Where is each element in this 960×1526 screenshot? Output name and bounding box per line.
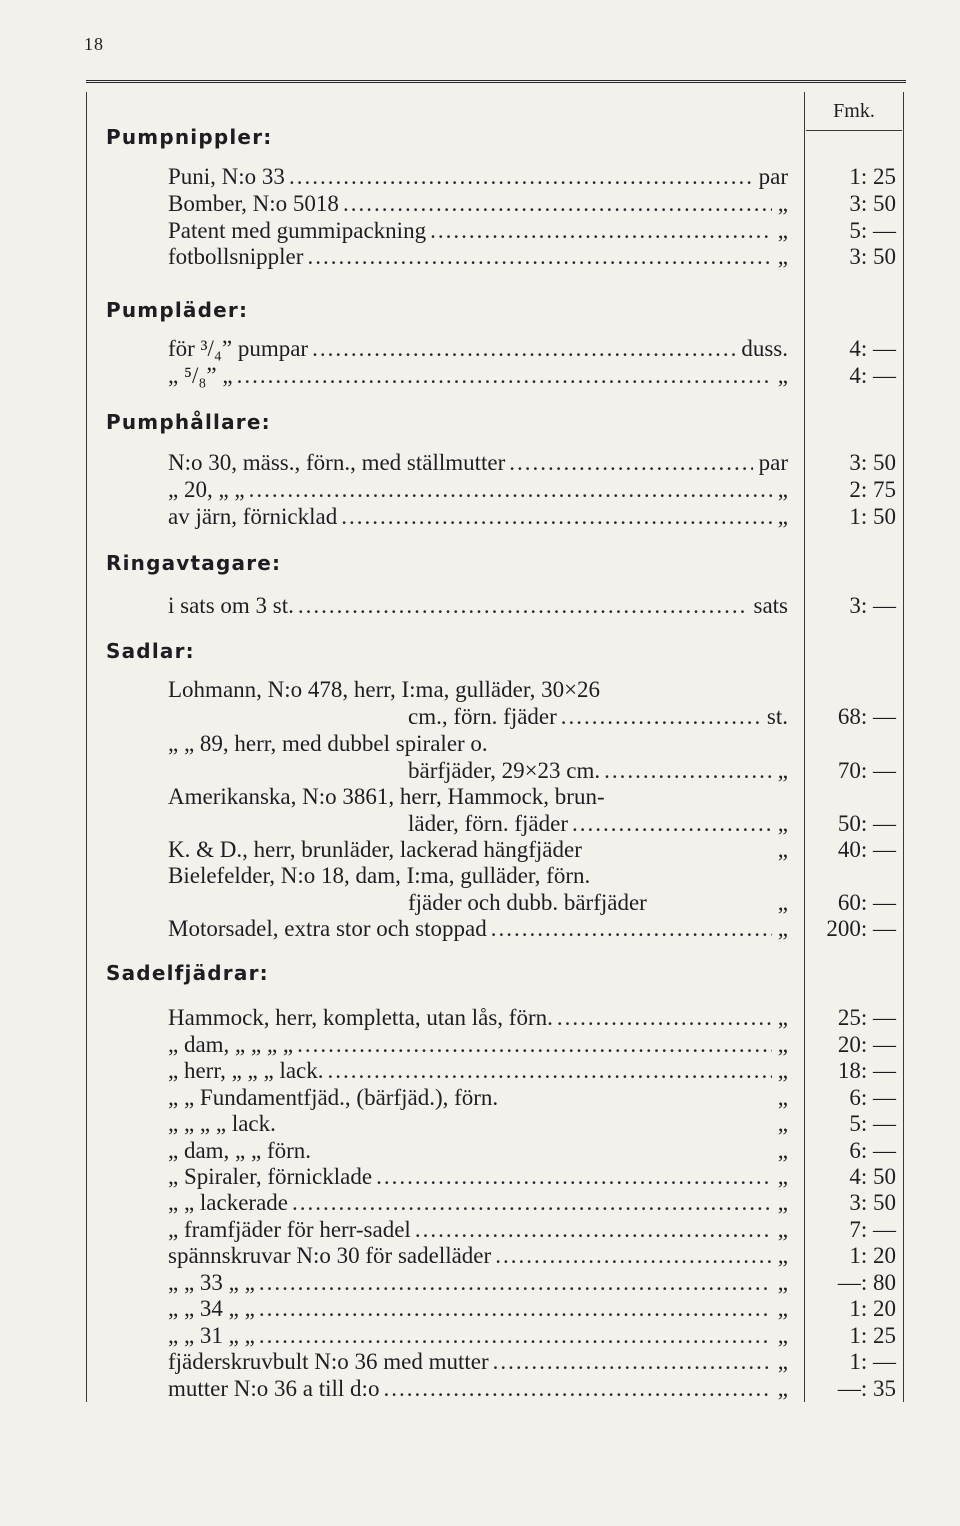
item-description: „ „ „ „ lack. (168, 1111, 276, 1136)
item-description: „ herr, „ „ „ lack. (168, 1058, 324, 1083)
item-price: 3: 50 (849, 1190, 896, 1215)
dot-leader (604, 757, 772, 784)
dot-leader (430, 217, 772, 244)
item-description: Lohmann, N:o 478, herr, I:ma, gulläder, 30×26 (168, 677, 601, 702)
dot-leader (259, 1322, 772, 1349)
item-price: —: 80 (837, 1270, 896, 1295)
currency-column-header: Fmk. (833, 100, 875, 122)
item-unit: „ (777, 1164, 788, 1189)
catalog-row (168, 1322, 904, 1349)
item-price: 6: — (849, 1085, 896, 1110)
item-unit: duss. (741, 336, 788, 361)
dot-leader (259, 1269, 772, 1296)
item-price: 68: — (837, 704, 896, 729)
dot-leader (292, 1189, 772, 1216)
item-description-line (168, 1084, 788, 1111)
item-price: 2: 75 (849, 477, 896, 502)
top-double-rule (86, 80, 906, 83)
page-number: 18 (84, 34, 104, 54)
item-price: 5: — (849, 1111, 896, 1136)
item-description-line (168, 1348, 788, 1375)
catalog-row (168, 503, 904, 530)
item-unit: „ (777, 191, 788, 216)
catalog-row (168, 592, 904, 619)
item-price: 1: 50 (849, 504, 896, 529)
dot-leader (509, 449, 752, 476)
section-title: Sadelfjädrar: (106, 961, 269, 985)
catalog-row (168, 1348, 904, 1375)
item-description-line (168, 362, 788, 389)
catalog-row (168, 1057, 904, 1084)
catalog-row (168, 1084, 904, 1111)
item-unit: „ (777, 1138, 788, 1163)
item-unit: „ (777, 1217, 788, 1242)
dot-leader (572, 810, 772, 837)
item-price: 1: 25 (849, 1323, 896, 1348)
item-description-line (168, 676, 788, 703)
item-unit: st. (766, 704, 788, 729)
item-unit: „ (777, 1296, 788, 1321)
item-description-line (168, 476, 788, 503)
item-description-line (168, 1375, 788, 1402)
item-description-line (408, 889, 788, 916)
item-unit: „ (777, 1349, 788, 1374)
item-description: i sats om 3 st. (168, 593, 294, 618)
item-description: „ „ 31 „ „ (168, 1323, 255, 1348)
catalog-row (168, 449, 904, 476)
item-unit: „ (777, 363, 788, 388)
item-description-line (168, 1031, 788, 1058)
item-description: Puni, N:o 33 (168, 164, 285, 189)
item-description-line (168, 503, 788, 530)
item-price: 3: — (849, 593, 896, 618)
item-price: —: 35 (837, 1376, 896, 1401)
dot-leader (307, 243, 771, 270)
dot-leader (491, 915, 772, 942)
item-description-line (168, 163, 788, 190)
catalog-row (168, 862, 904, 889)
item-description: Patent med gummipackning (168, 218, 427, 243)
dot-leader (415, 1216, 772, 1243)
item-description: „ dam, „ „ „ „ (168, 1032, 294, 1057)
item-price: 3: 50 (849, 450, 896, 475)
item-price: 1: — (849, 1349, 896, 1374)
dot-leader (341, 503, 772, 530)
catalog-row (168, 1375, 904, 1402)
item-price: 6: — (849, 1138, 896, 1163)
item-description: Bielefelder, N:o 18, dam, I:ma, gulläder, förn. (168, 863, 591, 888)
dot-leader (312, 335, 735, 362)
item-description-line (168, 1110, 788, 1137)
dot-leader (289, 163, 753, 190)
item-description: „ „ lackerade (168, 1190, 289, 1215)
item-unit: „ (777, 1323, 788, 1348)
catalog-row (168, 703, 904, 730)
item-description: cm., förn. fjäder (408, 704, 557, 729)
item-description: fjäder och dubb. bärfjäder (408, 890, 647, 915)
item-description: mutter N:o 36 a till d:o (168, 1376, 380, 1401)
section-title: Pumpnippler: (106, 125, 273, 149)
dot-leader (343, 190, 772, 217)
item-description: „ „ 34 „ „ (168, 1296, 255, 1321)
item-unit: „ (777, 916, 788, 941)
catalog-row (168, 1295, 904, 1322)
item-description: Bomber, N:o 5018 (168, 191, 339, 216)
catalog-row (168, 730, 904, 757)
item-price: 25: — (837, 1005, 896, 1030)
item-description: „ framfjäder för herr-sadel (168, 1217, 411, 1242)
catalog-row (168, 757, 904, 784)
item-unit: „ (777, 837, 788, 862)
item-unit: „ (777, 1111, 788, 1136)
item-description-line (408, 757, 788, 784)
item-description: Hammock, herr, kompletta, utan lås, förn. (168, 1005, 553, 1030)
item-price: 50: — (837, 811, 896, 836)
item-unit: „ (777, 218, 788, 243)
catalog-row (168, 783, 904, 810)
item-description-line (168, 1322, 788, 1349)
item-unit (782, 783, 788, 810)
item-description-line (168, 1057, 788, 1084)
catalog-row (168, 1004, 904, 1031)
dot-leader (493, 1348, 772, 1375)
item-unit (782, 862, 788, 889)
item-description: Amerikanska, N:o 3861, herr, Hammock, brun- (168, 784, 605, 809)
item-description-line (168, 1189, 788, 1216)
item-price: 70: — (837, 758, 896, 783)
item-price: 1: 25 (849, 164, 896, 189)
item-description-line (168, 190, 788, 217)
item-price: 40: — (837, 837, 896, 862)
item-description-line (168, 1004, 788, 1031)
item-description-line (168, 1269, 788, 1296)
item-price: 1: 20 (849, 1296, 896, 1321)
item-price: 20: — (837, 1032, 896, 1057)
catalog-row (168, 476, 904, 503)
catalog-row (168, 676, 904, 703)
item-description-line (168, 783, 788, 810)
item-description: „ Spiraler, förnicklade (168, 1164, 373, 1189)
item-unit: „ (777, 504, 788, 529)
item-description-line (408, 703, 788, 730)
catalog-row (168, 1242, 904, 1269)
section-title: Sadlar: (106, 639, 195, 663)
item-unit: „ (777, 1270, 788, 1295)
dot-leader (383, 1375, 771, 1402)
item-description: av järn, förnicklad (168, 504, 338, 529)
item-unit: „ (777, 1376, 788, 1401)
catalog-row (168, 915, 904, 942)
catalog-row (168, 190, 904, 217)
item-description: „ dam, „ „ förn. (168, 1138, 312, 1163)
item-description: läder, förn. fjäder (408, 811, 568, 836)
left-column-rule (86, 92, 87, 1402)
item-description: „ ⁵/₈” „ (168, 363, 233, 388)
catalog-row (168, 163, 904, 190)
item-unit: „ (777, 811, 788, 836)
item-unit: „ (777, 1005, 788, 1030)
catalog-row (168, 362, 904, 389)
item-description-line (168, 217, 788, 244)
catalog-row (168, 1031, 904, 1058)
item-price: 18: — (837, 1058, 896, 1083)
item-price: 4: — (849, 336, 896, 361)
catalog-row (168, 243, 904, 270)
item-description: N:o 30, mäss., förn., med ställmutter (168, 450, 506, 475)
item-unit: „ (777, 1085, 788, 1110)
catalog-row (168, 1269, 904, 1296)
catalog-row (168, 1189, 904, 1216)
item-description-line (168, 915, 788, 942)
item-description-line (168, 836, 788, 863)
dot-leader (328, 1057, 772, 1084)
item-description-line (408, 810, 788, 837)
item-price: 5: — (849, 218, 896, 243)
catalog-row (168, 1216, 904, 1243)
catalog-row (168, 217, 904, 244)
item-price: 4: — (849, 363, 896, 388)
item-price: 3: 50 (849, 191, 896, 216)
item-description: „ 20, „ „ (168, 477, 245, 502)
dot-leader (249, 476, 772, 503)
section-title: Ringavtagare: (106, 551, 282, 575)
item-unit: „ (777, 1243, 788, 1268)
item-description: för ³/₄” pumpar (168, 336, 309, 361)
catalog-row (168, 810, 904, 837)
item-description: bärfjäder, 29×23 cm. (408, 758, 601, 783)
section-title: Pumphållare: (106, 410, 271, 434)
item-description: Motorsadel, extra stor och stoppad (168, 916, 487, 941)
item-description: „ „ 33 „ „ (168, 1270, 255, 1295)
catalog-row (168, 335, 904, 362)
item-description-line (168, 449, 788, 476)
item-price: 200: — (826, 916, 896, 941)
item-description-line (168, 592, 788, 619)
item-unit: „ (777, 244, 788, 269)
catalog-row (168, 1163, 904, 1190)
item-description-line (168, 1163, 788, 1190)
item-unit: „ (777, 758, 788, 783)
section-title: Pumpläder: (106, 298, 249, 322)
item-description: „ „ 89, herr, med dubbel spiraler o. (168, 731, 488, 756)
item-unit: „ (777, 477, 788, 502)
catalog-row (168, 889, 904, 916)
item-description-line (168, 862, 788, 889)
item-description: fjäderskruvbult N:o 36 med mutter (168, 1349, 489, 1374)
catalog-row (168, 836, 904, 863)
item-description-line (168, 1137, 788, 1164)
item-unit: „ (777, 890, 788, 915)
item-unit: par (758, 164, 788, 189)
item-price: 4: 50 (849, 1164, 896, 1189)
dot-leader (376, 1163, 772, 1190)
item-price: 7: — (849, 1217, 896, 1242)
item-price: 3: 50 (849, 244, 896, 269)
dot-leader (237, 362, 772, 389)
item-unit: par (758, 450, 788, 475)
dot-leader (259, 1295, 772, 1322)
item-unit: „ (777, 1190, 788, 1215)
item-description-line (168, 243, 788, 270)
dot-leader (298, 592, 748, 619)
item-description-line (168, 1242, 788, 1269)
item-description-line (168, 335, 788, 362)
item-unit (782, 676, 788, 703)
item-description: spännskruvar N:o 30 för sadelläder (168, 1243, 492, 1268)
catalog-row (168, 1137, 904, 1164)
item-description-line (168, 730, 788, 757)
item-price: 1: 20 (849, 1243, 896, 1268)
catalog-row (168, 1110, 904, 1137)
item-price: 60: — (837, 890, 896, 915)
dot-leader (557, 1004, 772, 1031)
item-unit: „ (777, 1058, 788, 1083)
item-description: fotbollsnippler (168, 244, 304, 269)
item-description-line (168, 1216, 788, 1243)
item-description-line (168, 1295, 788, 1322)
item-unit: „ (777, 1032, 788, 1057)
dot-leader (495, 1242, 772, 1269)
item-unit (782, 730, 788, 757)
column-header-rule (806, 130, 902, 131)
dot-leader (297, 1031, 772, 1058)
item-description: „ „ Fundamentfjäd., (bärfjäd.), förn. (168, 1085, 499, 1110)
dot-leader (561, 703, 761, 730)
item-description: K. & D., herr, brunläder, lackerad hängfjäder (168, 837, 582, 862)
item-unit: sats (753, 593, 788, 618)
